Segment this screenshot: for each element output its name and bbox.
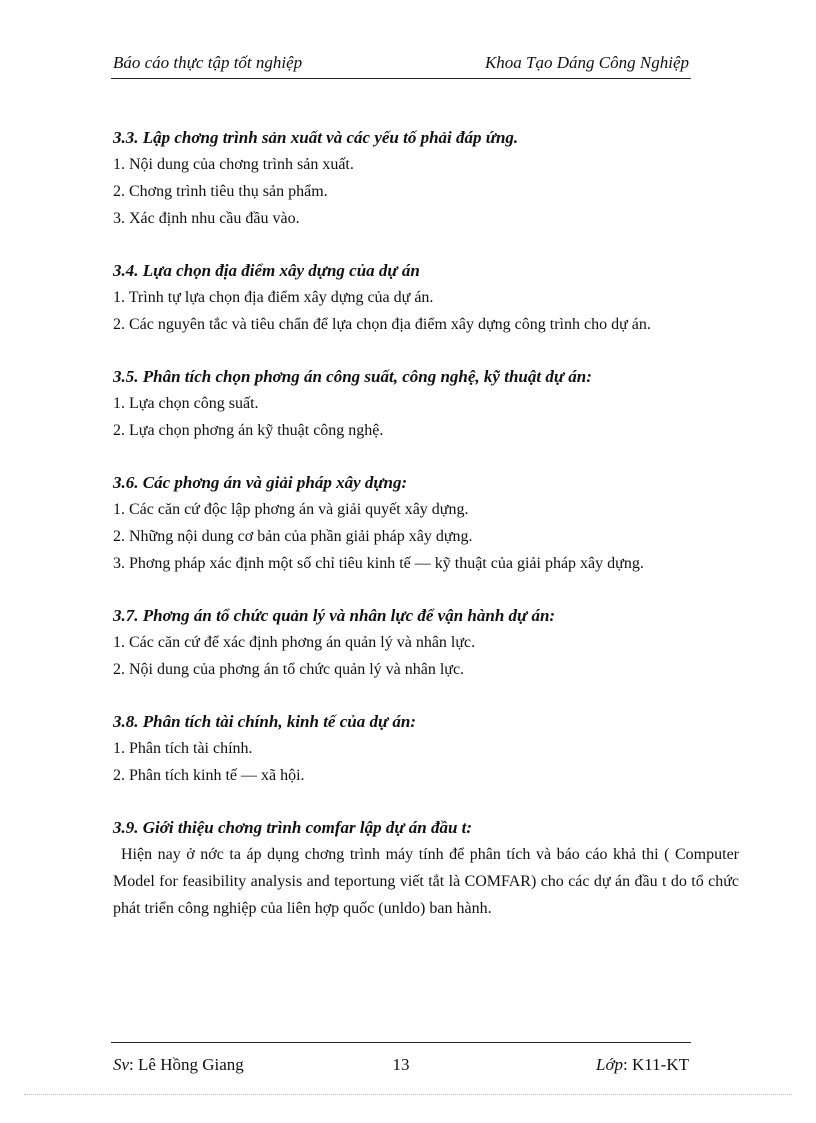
list-item: 1. Các căn cứ để xác định phơng án quản lý và nhân lực. xyxy=(113,634,476,651)
list-item: 1. Trình tự lựa chọn địa điểm xây dựng của dự án. xyxy=(113,289,434,306)
section-heading: 3.9. Giới thiệu chơng trình comfar lập dự án đầu t: xyxy=(113,818,473,837)
list-item: 2. Nội dung của phơng án tổ chức quản lý và nhân lực. xyxy=(113,661,465,678)
section-3-5 xyxy=(113,363,739,444)
section-heading: 3.7. Phơng án tổ chức quản lý và nhân lực để vận hành dự án: xyxy=(113,606,556,625)
footer-class xyxy=(596,1055,689,1075)
page-footer xyxy=(111,1055,691,1079)
list-item: 2. Lựa chọn phơng án kỹ thuật công nghệ. xyxy=(113,422,384,439)
list-item: 2. Chơng trình tiêu thụ sản phẩm. xyxy=(113,183,328,200)
list-item: 1. Nội dung của chơng trình sản xuất. xyxy=(113,156,354,173)
list-item: 3. Xác định nhu cầu đầu vào. xyxy=(113,210,300,227)
section-3-7 xyxy=(113,602,739,683)
list-item: 2. Phân tích kinh tế — xã hội. xyxy=(113,767,305,784)
section-heading: 3.5. Phân tích chọn phơng án công suất, công nghệ, kỹ thuật dự án: xyxy=(113,367,592,386)
list-item: 1. Các căn cứ độc lập phơng án và giải quyết xây dựng. xyxy=(113,501,469,518)
section-3-4 xyxy=(113,257,739,338)
list-item: 1. Phân tích tài chính. xyxy=(113,740,253,757)
list-item: 1. Lựa chọn công suất. xyxy=(113,395,259,412)
section-heading: 3.3. Lập chơng trình sản xuất và các yếu tố phải đáp ứng. xyxy=(113,128,519,147)
list-item: 2. Các nguyên tắc và tiêu chẩn để lựa chọn địa điểm xây dựng công trình cho dự án. xyxy=(113,316,651,333)
section-heading: 3.4. Lựa chọn địa điểm xây dựng của dự án xyxy=(113,261,420,280)
document-body xyxy=(113,124,739,947)
student-label: Sv xyxy=(113,1055,130,1074)
header-report-title: Báo cáo thực tập tốt nghiệp xyxy=(113,53,303,72)
section-heading: 3.6. Các phơng án và giải pháp xây dựng: xyxy=(113,473,408,492)
list-item: 3. Phơng pháp xác định một số chỉ tiêu kinh tế — kỹ thuật của giải pháp xây dựng. xyxy=(113,555,644,572)
class-value: : K11-KT xyxy=(623,1055,689,1074)
page-header xyxy=(111,50,691,79)
footer-divider xyxy=(111,1042,691,1043)
body-paragraph: Hiện nay ở nớc ta áp dụng chơng trình máy tính để phân tích và báo cáo khả thi ( Computer Model for feasibility analysis and teportung viết tắt là COMFAR) cho các dự án đầu t do tổ chức phát triển công nghiệp của liên hợp quốc (unldo) ban hành. xyxy=(113,846,739,917)
header-faculty: Khoa Tạo Dáng Công Nghiệp xyxy=(484,53,689,72)
section-3-9 xyxy=(113,814,739,922)
page-edge-divider xyxy=(24,1094,792,1095)
section-3-6 xyxy=(113,469,739,577)
student-name: : Lê Hồng Giang xyxy=(129,1055,244,1074)
list-item: 2. Những nội dung cơ bản của phần giải pháp xây dựng. xyxy=(113,528,473,545)
page-number: 13 xyxy=(392,1055,410,1074)
class-label: Lớp xyxy=(596,1055,624,1074)
section-3-3 xyxy=(113,124,739,232)
section-heading: 3.8. Phân tích tài chính, kinh tế của dự án: xyxy=(113,712,417,731)
section-3-8 xyxy=(113,708,739,789)
